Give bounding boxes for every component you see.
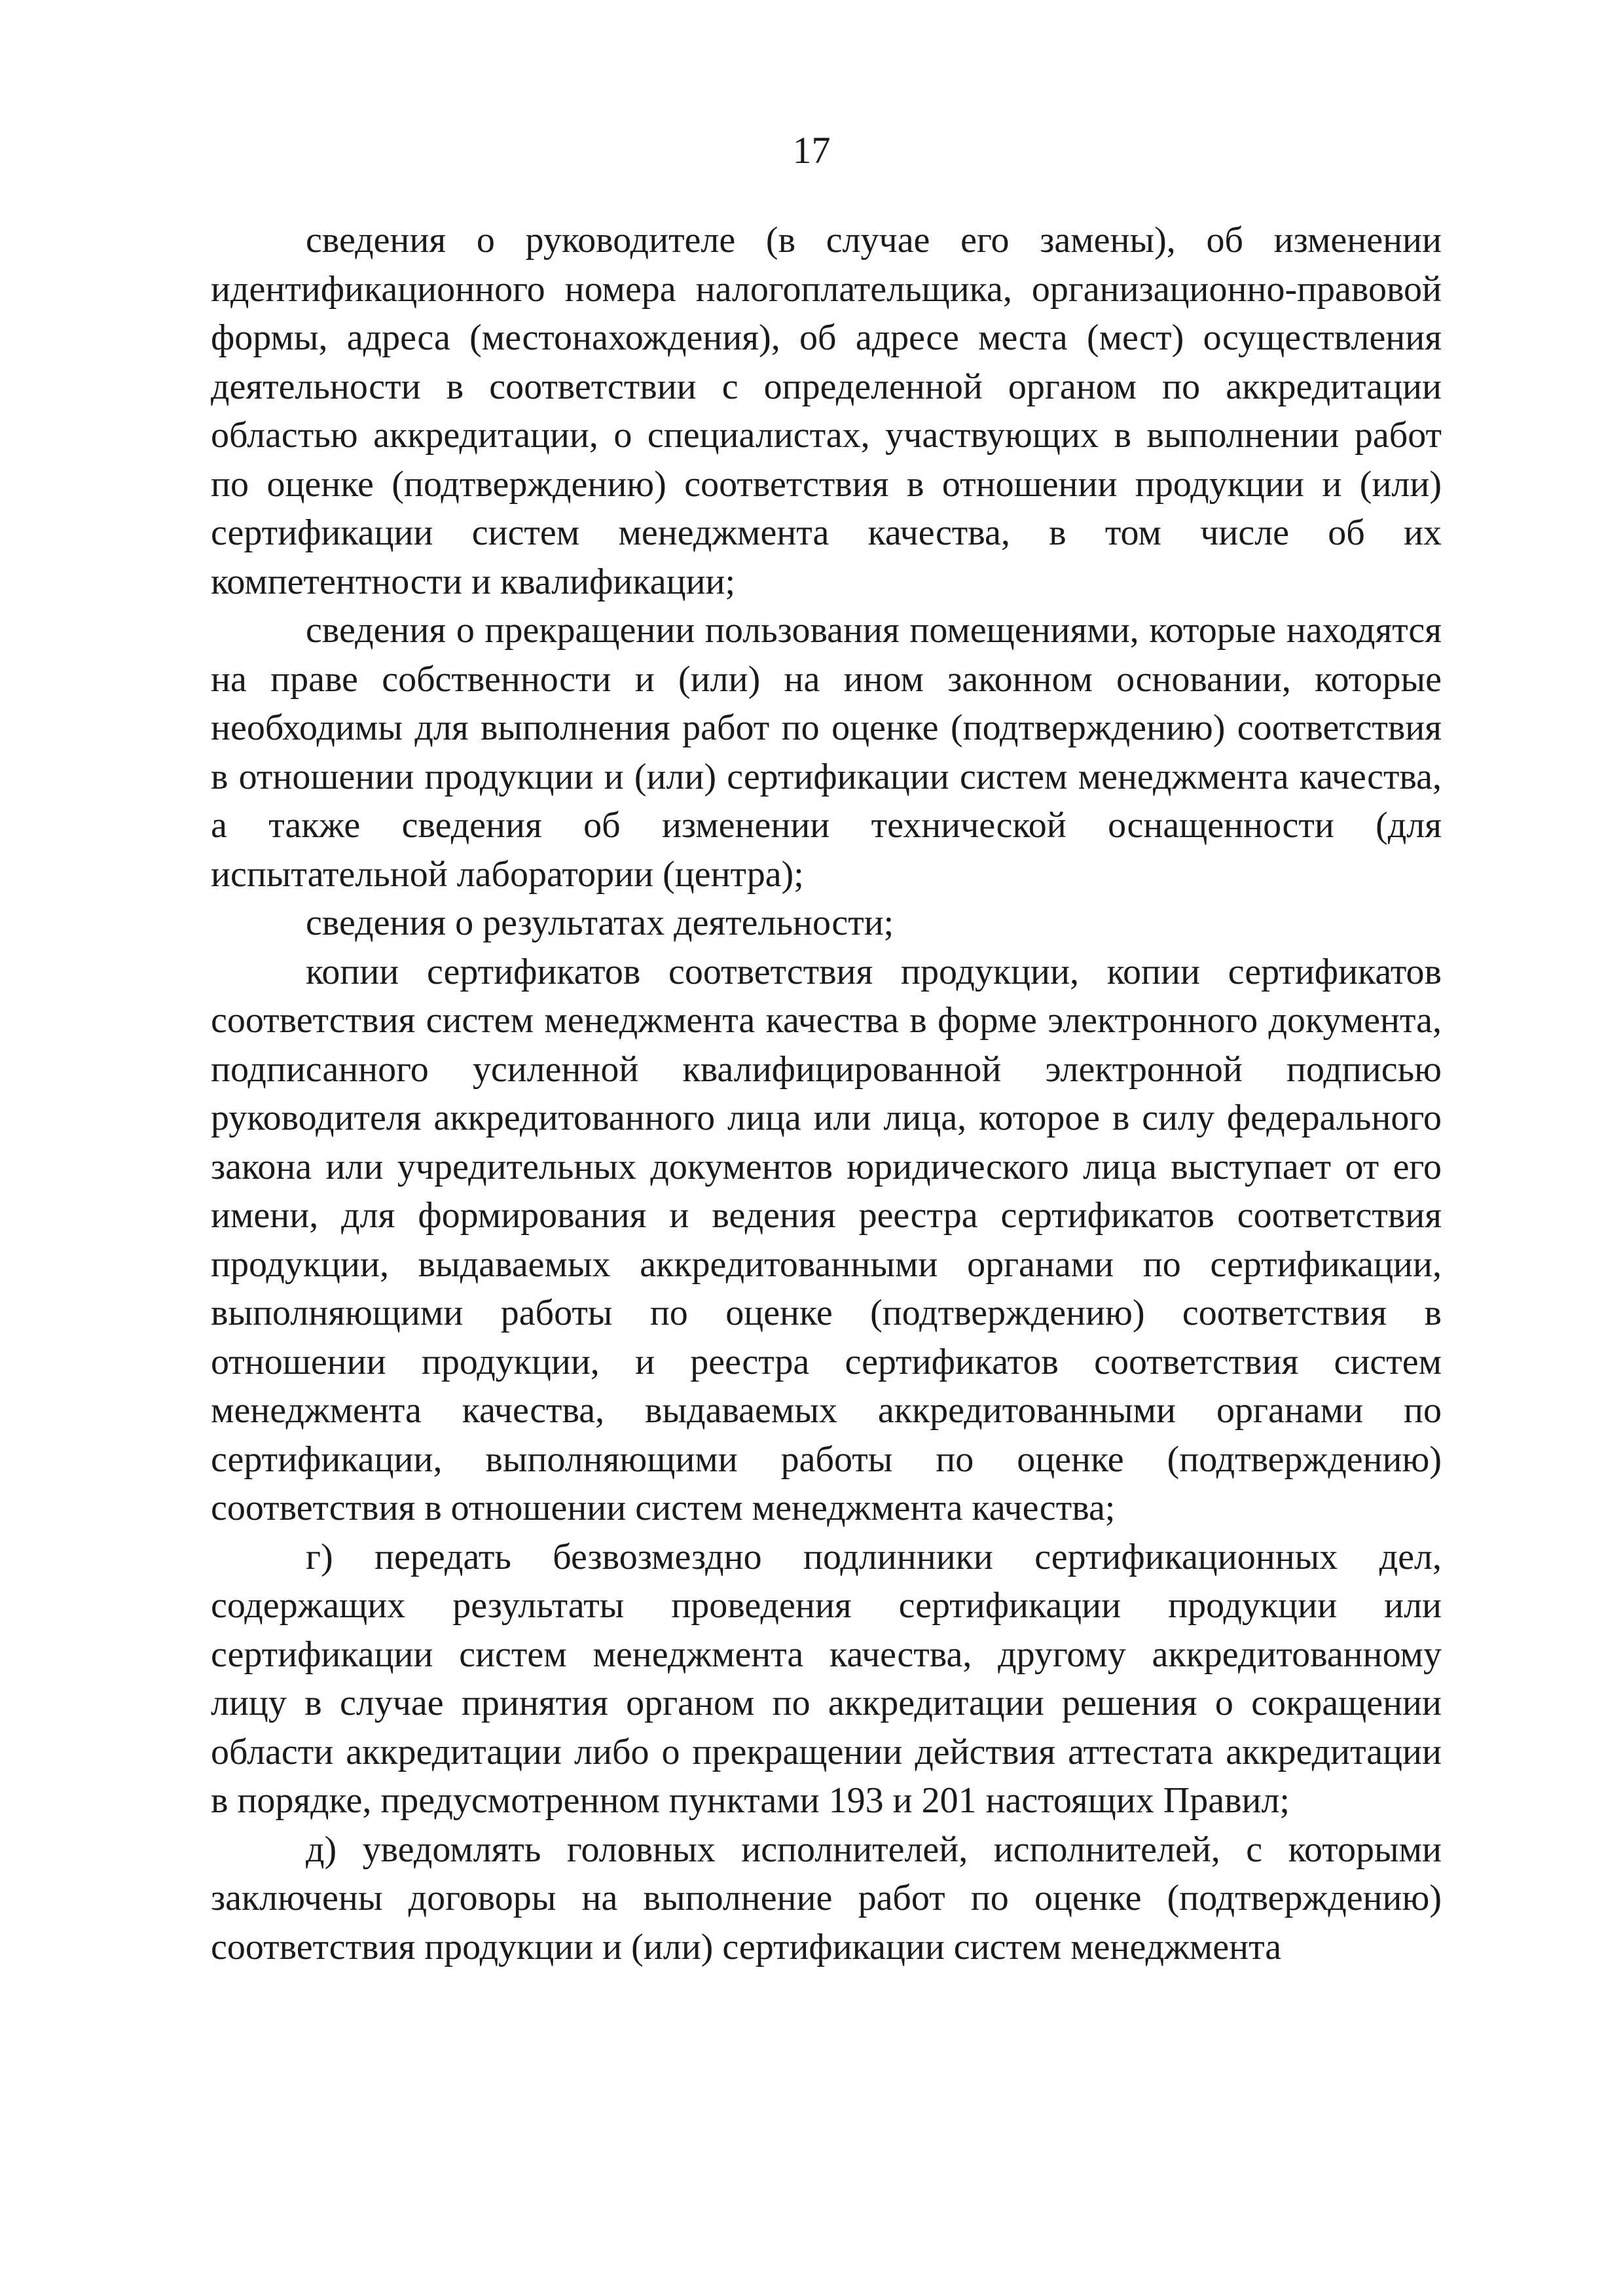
paragraph-premises: сведения о прекращении пользования помещениями, которые находятся на праве собственности и (или) на ином законном основании, которые необходимы для выполнения работ по оценке (подтверждению) соответствия в отношении продукции и (или) сертификации систем менеджмента качества, а также сведения об изменении технической оснащенности (для испытательной лаборатории (центра); — [211, 610, 1442, 895]
paragraph-item-g: г) передать безвозмездно подлинники сертификационных дел, содержащих результаты проведения сертификации продукции или сертификации систем менеджмента качества, другому аккредитованному лицу в случае принятия органом по аккредитации решения о сокращении области аккредитации либо о прекращении действия аттестата аккредитации в порядке, предусмотренном пунктами 193 и 201 настоящих Правил; — [211, 1536, 1442, 1821]
document-body — [211, 216, 1442, 1971]
paragraph-item-d: д) уведомлять головных исполнителей, исполнителей, с которыми заключены договоры на выполнение работ по оценке (подтверждению) соответствия продукции и (или) сертификации систем менеджмента — [211, 1829, 1442, 1967]
paragraph-head-info: сведения о руководителе (в случае его замены), об изменении идентификационного номера налогоплательщика, организационно-правовой формы, адреса (местонахождения), об адресе места (мест) осуществления деятельности в соответствии с определенной органом по аккредитации областью аккредитации, о специалистах, участвующих в выполнении работ по оценке (подтверждению) соответствия в отношении продукции и (или) сертификации систем менеджмента качества, в том числе об их компетентности и квалификации; — [211, 220, 1442, 602]
page-number: 17 — [792, 129, 831, 171]
paragraph-results: сведения о результатах деятельности; — [306, 903, 894, 943]
paragraph-certificate-copies: копии сертификатов соответствия продукции, копии сертификатов соответствия систем менеджмента качества в форме электронного документа, подписанного усиленной квалифицированной электронной подписью руководителя аккредитованного лица или лица, которое в силу федерального закона или учредительных документов юридического лица выступает от его имени, для формирования и ведения реестра сертификатов соответствия продукции, выдаваемых аккредитованными органами по сертификации, выполняющими работы по оценке (подтверждению) соответствия в отношении продукции, и реестра сертификатов соответствия систем менеджмента качества, выдаваемых аккредитованными органами по сертификации, выполняющими работы по оценке (подтверждению) соответствия в отношении систем менеджмента качества; — [211, 951, 1442, 1528]
